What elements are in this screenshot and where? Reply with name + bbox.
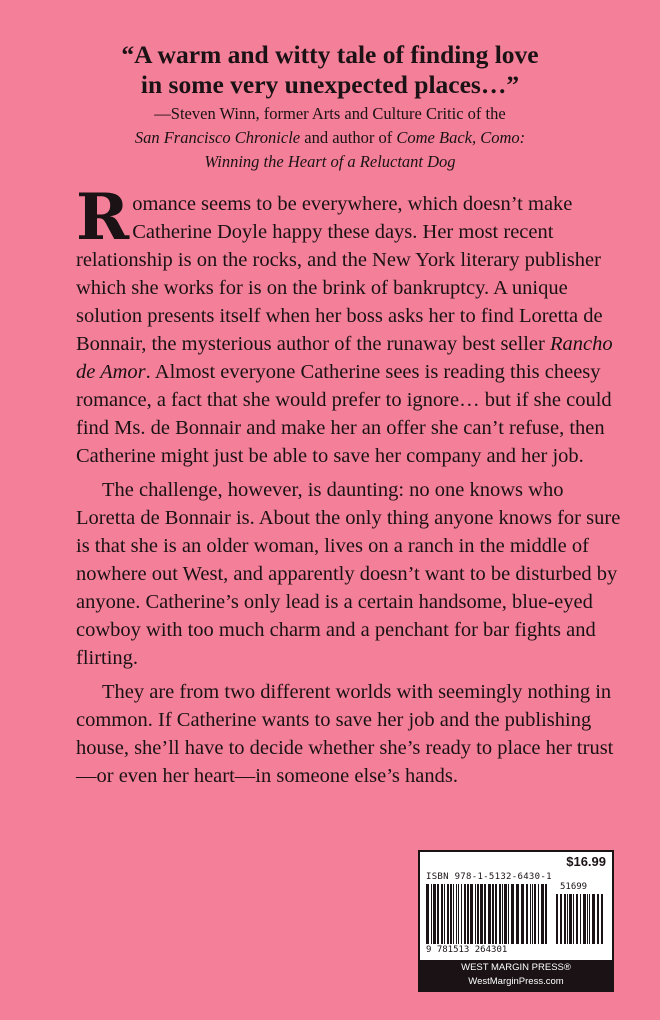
barcode-bar xyxy=(461,884,462,944)
barcode-bar xyxy=(475,884,476,944)
endorsement-attribution xyxy=(0,102,660,174)
barcode-bar xyxy=(538,884,539,944)
synopsis-paragraph-3: They are from two different worlds with seemingly nothing in common. If Catherine wants to save her job and the publishing house, she’ll have to decide whether she’s ready to place her trust—or even her heart—in someone else’s hands. xyxy=(76,681,614,787)
barcode-bar xyxy=(467,884,469,944)
endorsement-quote xyxy=(0,40,660,100)
drop-cap: R xyxy=(76,180,130,255)
barcode-bar xyxy=(532,884,533,944)
barcode-bar xyxy=(470,884,473,944)
barcode-bar xyxy=(601,894,603,944)
barcode-bar xyxy=(492,884,494,944)
publisher-name: WEST MARGIN PRESS® xyxy=(461,962,571,973)
attrib-connector: and author of xyxy=(300,128,397,147)
isbn-barcode xyxy=(426,884,550,944)
barcode-bar xyxy=(564,894,566,944)
synopsis xyxy=(76,180,626,790)
barcode-bar xyxy=(576,894,578,944)
barcode-bar xyxy=(458,884,459,944)
barcode-bar xyxy=(437,884,439,944)
barcode-bar xyxy=(484,884,486,944)
endorsement-blurb xyxy=(0,40,660,174)
barcode-bar xyxy=(441,884,443,944)
barcode-bar xyxy=(433,884,436,944)
barcode-bar xyxy=(583,894,586,944)
barcode-bar xyxy=(447,884,449,944)
barcode-bar xyxy=(477,884,479,944)
barcode-bar xyxy=(499,884,501,944)
barcode-bar xyxy=(504,884,507,944)
barcode-bar xyxy=(589,894,590,944)
attrib-book-title-b: Winning the Heart of a Reluctant Dog xyxy=(204,152,456,171)
barcode-bar xyxy=(569,894,572,944)
barcode-bar xyxy=(597,894,599,944)
barcode-bar xyxy=(541,884,544,944)
barcode-bar xyxy=(567,894,568,944)
attrib-newspaper: San Francisco Chronicle xyxy=(134,128,301,147)
barcode-bar xyxy=(495,884,497,944)
p1-book-title: Rancho de Amor xyxy=(76,333,613,383)
barcode-bar xyxy=(464,884,466,944)
barcode-bar xyxy=(426,884,429,944)
barcode-bar xyxy=(431,884,432,944)
barcode-bar xyxy=(516,884,519,944)
barcode-bar xyxy=(587,894,588,944)
barcode-bar xyxy=(556,894,558,944)
barcode-bar xyxy=(592,894,595,944)
barcode-bar xyxy=(545,884,547,944)
publisher-block xyxy=(420,960,612,991)
barcode-bar xyxy=(580,894,581,944)
barcode-bar xyxy=(534,884,536,944)
isbn-label: ISBN 978-1-5132-6430-1 xyxy=(426,872,552,882)
attrib-line-1: —Steven Winn, former Arts and Culture Critic of the xyxy=(154,104,506,123)
barcode-bar xyxy=(530,884,531,944)
synopsis-paragraph-1 xyxy=(76,180,626,470)
barcode-bar xyxy=(521,884,524,944)
quote-line-2: in some very unexpected places…” xyxy=(140,70,520,99)
p1-text-a: omance seems to be everywhere, which doesn’t make Catherine Doyle happy these days. Her most recent relationship is on the rocks, and the New York literary publisher which she works for is on the brink of bankruptcy. A unique solution presents itself when her boss asks her to find Loretta de Bonnair, the mysterious author of the runaway best seller xyxy=(76,193,603,355)
barcode-bar xyxy=(508,884,509,944)
barcode-bar xyxy=(456,884,457,944)
publisher-website: WestMarginPress.com xyxy=(468,976,564,987)
barcode-bar xyxy=(488,884,491,944)
barcode-bar xyxy=(573,894,574,944)
barcode-bar xyxy=(480,884,483,944)
supplement-number: 51699 xyxy=(560,882,588,892)
barcode-bar xyxy=(444,884,445,944)
attrib-book-title-a: Come Back, Como: xyxy=(396,128,526,147)
barcode-box xyxy=(418,850,614,992)
barcode-bar xyxy=(453,884,454,944)
quote-line-1: “A warm and witty tale of finding love xyxy=(121,40,539,69)
p1-text-b: . Almost everyone Catherine sees is reading this cheesy romance, a fact that she would prefer to ignore… but if she could find Ms. de Bonnair and make her an offer she can’t refuse, then Catherine might just be able to save her company and her job. xyxy=(76,361,612,467)
barcode-bar xyxy=(450,884,452,944)
barcode-bar xyxy=(560,894,562,944)
price-label: $16.99 xyxy=(566,854,606,869)
barcode-number: 9 781513 264301 xyxy=(426,945,508,955)
price-barcode xyxy=(556,894,606,944)
barcode-bar xyxy=(526,884,528,944)
barcode-bar xyxy=(511,884,514,944)
synopsis-paragraph-2: The challenge, however, is daunting: no one knows who Loretta de Bonnair is. About the only thing anyone knows for sure is that she is an older woman, lives on a ranch in the middle of nowhere out West, and apparently doesn’t want to be disturbed by anyone. Catherine’s only lead is a certain handsome, blue-eyed cowboy with too much charm and a penchant for bar fights and flirting. xyxy=(76,479,621,669)
barcode-bar xyxy=(502,884,503,944)
